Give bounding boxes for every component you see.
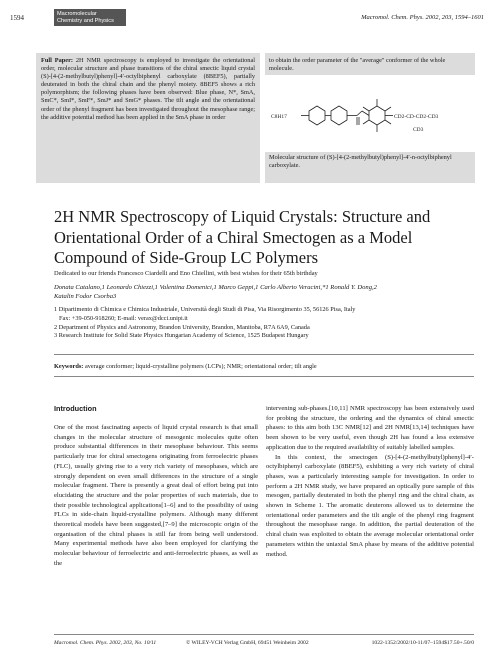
author-line-1: Donata Catalano,1 Leonardo Chiezzi,1 Valentina Domenici,1 Marco Geppi,1 Carlo Alberto Veracini,*1 Ronald Y. Dong,2 [54,284,377,291]
divider-bottom [54,376,474,377]
article-title: 2H NMR Spectroscopy of Liquid Crystals: Structure and Orientational Order of a Chiral Smectogen as a Model Compound of Side-Group LC Polymers [54,207,431,267]
molecular-structure-figure [265,77,475,152]
full-paper-label: Full Paper: [41,57,73,64]
affiliation-brandon: 2 Department of Physics and Astronomy, Brandon University, Brandon, Manitoba, R7A 6A9, Canada [54,323,310,331]
full-paper-abstract [36,53,260,183]
keywords-text: average conformer; liquid-crystalline polymers (LCPs); NMR; orientational order; tilt angle [84,363,317,370]
keywords-line [54,363,474,370]
running-citation: Macromol. Chem. Phys. 2002, 203, 1594–1601 [361,14,484,21]
footer-citation: Macromol. Chem. Phys. 2002, 203, No. 10/11 [54,640,157,646]
affiliation-budapest: 3 Research Institute for Solid State Physics Hungarian Academy of Science, 1525 Budapest Hungary [54,332,309,340]
full-paper-continuation: to obtain the order parameter of the "average" conformer of the whole molecule. [265,53,475,75]
footer-issn: 1022-1352/2002/10-11/07–1594$17.50+.50/0 [371,640,474,646]
figure-methyl-label: CD3 [413,127,424,133]
intro-left-column [54,423,258,569]
affiliations [54,306,474,341]
footer-divider [54,634,474,635]
page-number: 1594 [10,14,24,22]
figure-chain-label: CD2-CD-CD2-CD3 [394,114,439,120]
intro-right-column [266,404,474,559]
author-list [54,283,474,301]
journal-banner-line2: Chemistry and Physics [57,18,114,24]
intro-paragraph-1: One of the most fascinating aspects of liquid crystal research is that small changes in the molecular structure of mesogenic molecules quite often produce substantial differences in their mesophase behaviour. This seems particularly true for chiral smectogens originating from ferroelectric phases (FLC), usually giving rise to a very rich variety of mesophases, which are strongly dependent on even small differences in the structure of a single molecular fragment. There is presently a great deal of effort being put into elucidating the structure and the polar properties of such materials, due to their possible technological applications[1–6] and to the possibility of using FLCs in side-chain liquid-crystalline polymers. Although many different theoretical models have been suggested,[7–9] the microscopic origin of the organisation of the chiral phases is still far from being well understood. Many experimental methods have also been employed for clarifying the molecular behaviour of ferroelectric and anti-ferroelectric phases, as well as the [54,424,258,567]
affiliation-pisa: 1 Dipartimento di Chimica e Chimica Industriale, Università degli Studi di Pisa, Via Risorgimento 35, 56126 Pisa, Italy [54,306,356,313]
full-paper-text: 2H NMR spectroscopy is employed to investigate the orientational order, molecular structure and phase transitions of the chiral smectic liquid crystal (S)-[4-(2-methylbutyl)phenyl]-4′-octylbiphenyl carboxylate (8BEF5), partially deuterated in both the chiral chain and the phenyl moiety. 8BEF5 shows a rich polymorphism; the following phases have been observed: Blue phase, N*, SmA, SmC*, SmI*, SmF*, SmJ* and SmG* phases. The tilt angle and the orientational order of the phenyl fragment has been investigated throughout the mesophase range; the additive potential method has been applied in the SmA phase in order [41,57,256,121]
affiliation-contact: Fax: +39-050-918260; E-mail: verax@dcci.unipi.it [59,314,188,322]
figure-caption: Molecular structure of (S)-[4-(2-methylbutyl)phenyl]-4′-n-octylbiphenyl carboxylate. [265,152,475,183]
keywords-label: Keywords: [54,363,84,370]
figure-alkyl-label: C8H17 [271,114,287,120]
divider-top [54,354,474,355]
footer-publisher: © WILEY-VCH Verlag GmbH, 69451 Weinheim 2002 [186,640,309,646]
author-line-2: Katalin Fodor Csorba3 [54,293,117,301]
journal-banner-line1: Macromolecular [57,11,97,17]
intro-paragraph-3: In this context, the smectogen (S)-[4-(2-methylbutyl)phenyl]-4′-octylbiphenyl carboxylate (8BEF5), exhibiting a very rich variety of chiral phases, was a particularly interesting sample for investigation. In order to perform a 2H NMR study, we have prepared an optically pure sample of this mesogen, partially deuterated in both the phenyl ring and the chiral chain, as shown in Scheme 1. The aromatic deuterons allowed us to determine the orientational order parameters and the tilt angle of the phenyl ring fragment throughout the mesophase range. In addition, the partial deuteration of the chiral chain was exploited to obtain the average molecular orientational order parameters within the uniaxial SmA phase by means of the additive potential method. [266,453,474,558]
introduction-heading: Introduction [54,404,97,413]
dedication: Dedicated to our friends Francesco Ciardelli and Eno Chiellini, with best wishes for their 65th birthday [54,270,318,277]
journal-banner [54,9,126,26]
intro-paragraph-2: intervening sub-phases.[10,11] NMR spectroscopy has been extensively used for probing the structure, the ordering and the dynamics of chiral smectic phases: to this aim both 13C NMR[12] and 2H NMR[13,14] techniques have been shown to be very useful, even though 2H has found a less extensive application due to the required availability of suitably labelled samples. [266,405,474,451]
